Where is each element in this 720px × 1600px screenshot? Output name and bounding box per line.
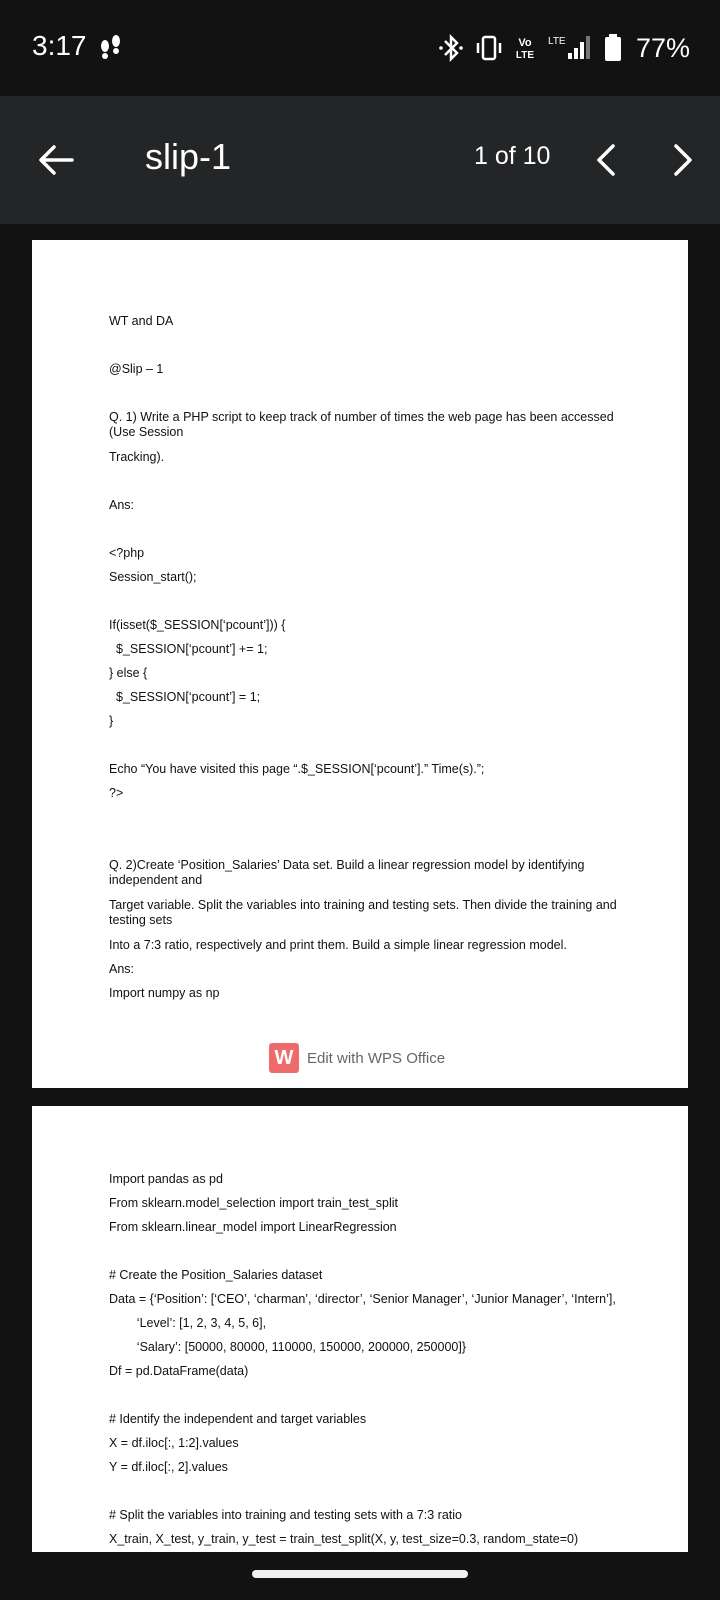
svg-text:Vo: Vo xyxy=(518,37,532,49)
text-line: If(isset($_SESSION[‘pcount’])) { xyxy=(109,618,286,632)
text-line: Import numpy as np xyxy=(109,986,220,1000)
text-line: # Create the Position_Salaries dataset xyxy=(109,1268,323,1282)
previous-page-icon[interactable] xyxy=(585,136,629,184)
text-line: X = df.iloc[:, 1:2].values xyxy=(109,1436,239,1450)
text-line: Session_start(); xyxy=(109,570,197,584)
battery-percent: 77% xyxy=(635,32,690,63)
text-line: Df = pd.DataFrame(data) xyxy=(109,1364,249,1378)
svg-text:LTE: LTE xyxy=(547,36,566,47)
text-line: Data = {‘Position’: [‘CEO’, ‘charman’, ‘director’, ‘Senior Manager’, ‘Junior Manager’, ‘Intern’], xyxy=(109,1292,616,1306)
volte-icon xyxy=(514,33,536,63)
svg-text:LTE: LTE xyxy=(515,50,535,61)
text-line: # Identify the independent and target variables xyxy=(109,1412,367,1426)
document-page-2[interactable] xyxy=(32,1106,688,1552)
wps-watermark[interactable] xyxy=(269,1043,445,1073)
status-bar xyxy=(0,0,720,96)
navigation-bar xyxy=(0,1552,720,1600)
wps-logo-icon: W xyxy=(269,1043,299,1073)
text-line: $_SESSION[‘pcount’] += 1; xyxy=(109,642,268,656)
text-line: WT and DA xyxy=(109,314,174,328)
status-time: 3:17 xyxy=(32,30,87,61)
text-line: # Split the variables into training and testing sets with a 7:3 ratio xyxy=(109,1508,462,1522)
document-page-1[interactable] xyxy=(32,240,688,1088)
text-line: X_train, X_test, y_train, y_test = train_test_split(X, y, test_size=0.3, random_state=0) xyxy=(109,1532,579,1546)
text-line: Tracking). xyxy=(109,450,165,464)
next-page-icon[interactable] xyxy=(660,136,704,184)
home-gesture-handle[interactable] xyxy=(252,1570,468,1578)
text-line: Ans: xyxy=(109,962,135,976)
bluetooth-icon xyxy=(438,33,464,63)
text-line: From sklearn.linear_model import LinearRegression xyxy=(109,1220,397,1234)
text-line: @Slip – 1 xyxy=(109,362,164,376)
text-line: Y = df.iloc[:, 2].values xyxy=(109,1460,228,1474)
status-icons xyxy=(438,28,690,68)
text-line: ‘Level’: [1, 2, 3, 4, 5, 6], xyxy=(109,1316,267,1330)
text-line: ?> xyxy=(109,786,124,800)
footsteps-icon xyxy=(96,32,126,62)
text-line: Q. 1) Write a PHP script to keep track of number of times the web page has been accessed (Use Session xyxy=(109,410,618,439)
text-line: Import pandas as pd xyxy=(109,1172,223,1186)
text-line: } xyxy=(109,714,114,728)
viewer-toolbar xyxy=(0,96,720,224)
text-line: <?php xyxy=(109,546,145,560)
wps-watermark-text: Edit with WPS Office xyxy=(307,1049,446,1067)
page-indicator: 1 of 10 xyxy=(474,142,551,170)
text-line: ‘Salary’: [50000, 80000, 110000, 150000, 200000, 250000]} xyxy=(109,1340,467,1354)
document-title: slip-1 xyxy=(145,136,232,177)
text-line: Q. 2)Create ‘Position_Salaries’ Data set. Build a linear regression model by identifying independent and xyxy=(109,858,588,887)
text-line: Ans: xyxy=(109,498,135,512)
text-line: Echo “You have visited this page “.$_SESSION[‘pcount’].” Time(s).”; xyxy=(109,762,485,776)
text-line: $_SESSION[‘pcount’] = 1; xyxy=(109,690,261,704)
vibrate-icon xyxy=(474,33,504,63)
back-arrow-icon[interactable] xyxy=(32,136,80,184)
lte-signal-icon xyxy=(546,33,594,63)
text-line: From sklearn.model_selection import train_test_split xyxy=(109,1196,399,1210)
text-line: Into a 7:3 ratio, respectively and print them. Build a simple linear regression model. xyxy=(109,938,567,952)
text-line: } else { xyxy=(109,666,148,680)
text-line: Target variable. Split the variables into training and testing sets. Then divide the training and testing sets xyxy=(109,898,621,927)
battery-icon xyxy=(604,33,622,63)
